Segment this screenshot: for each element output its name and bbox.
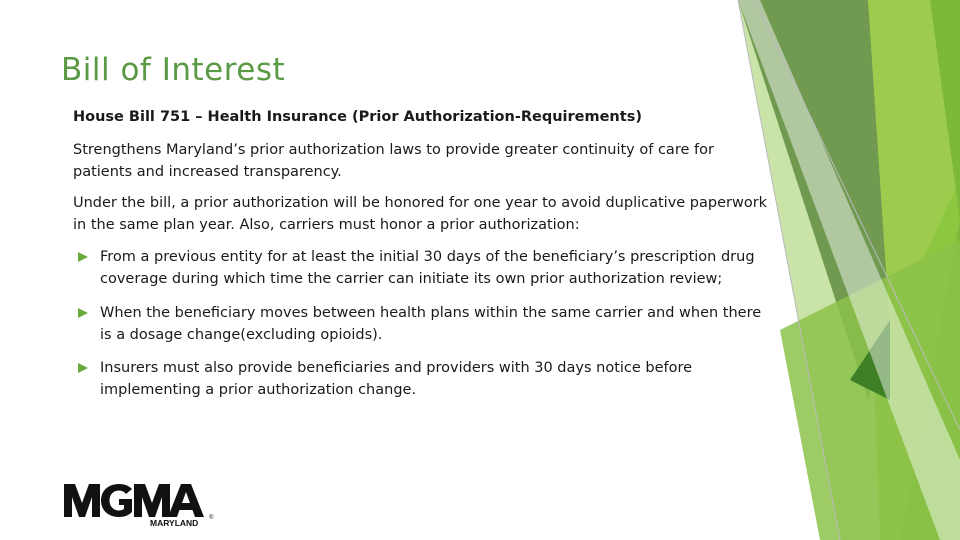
arrow-triangle-icon bbox=[78, 308, 88, 318]
bullet-text: When the beneficiary moves between health plans within the same carrier and when there is a dosage change(excluding opioids). bbox=[100, 305, 762, 343]
bullet-text: Insurers must also provide beneficiaries and providers with 30 days notice before implementing a prior authorization change. bbox=[100, 360, 693, 398]
paragraph-details: Under the bill, a prior authorization will be honored for one year to avoid duplicative paperwork in the same plan year. Also, carriers must honor a prior authorization: bbox=[73, 195, 768, 233]
list-item bbox=[78, 302, 768, 346]
registered-mark: ® bbox=[209, 515, 214, 521]
list-item bbox=[78, 357, 768, 401]
mgma-maryland-logo bbox=[64, 481, 216, 529]
paragraph-summary: Strengthens Maryland’s prior authorization laws to provide greater continuity of care for patients and increased transparency. bbox=[73, 142, 714, 180]
bullet-list bbox=[78, 246, 768, 401]
slide-title: Bill of Interest bbox=[61, 52, 286, 88]
arrow-triangle-icon bbox=[78, 252, 88, 262]
bill-heading: House Bill 751 – Health Insurance (Prior Authorization-Requirements) bbox=[73, 109, 642, 125]
logo-subtext: MARYLAND bbox=[150, 518, 199, 528]
bullet-text: From a previous entity for at least the initial 30 days of the beneficiary’s prescription drug coverage during which time the carrier can initiate its own prior authorization review; bbox=[100, 249, 755, 287]
arrow-triangle-icon bbox=[78, 363, 88, 373]
list-item bbox=[78, 246, 768, 290]
